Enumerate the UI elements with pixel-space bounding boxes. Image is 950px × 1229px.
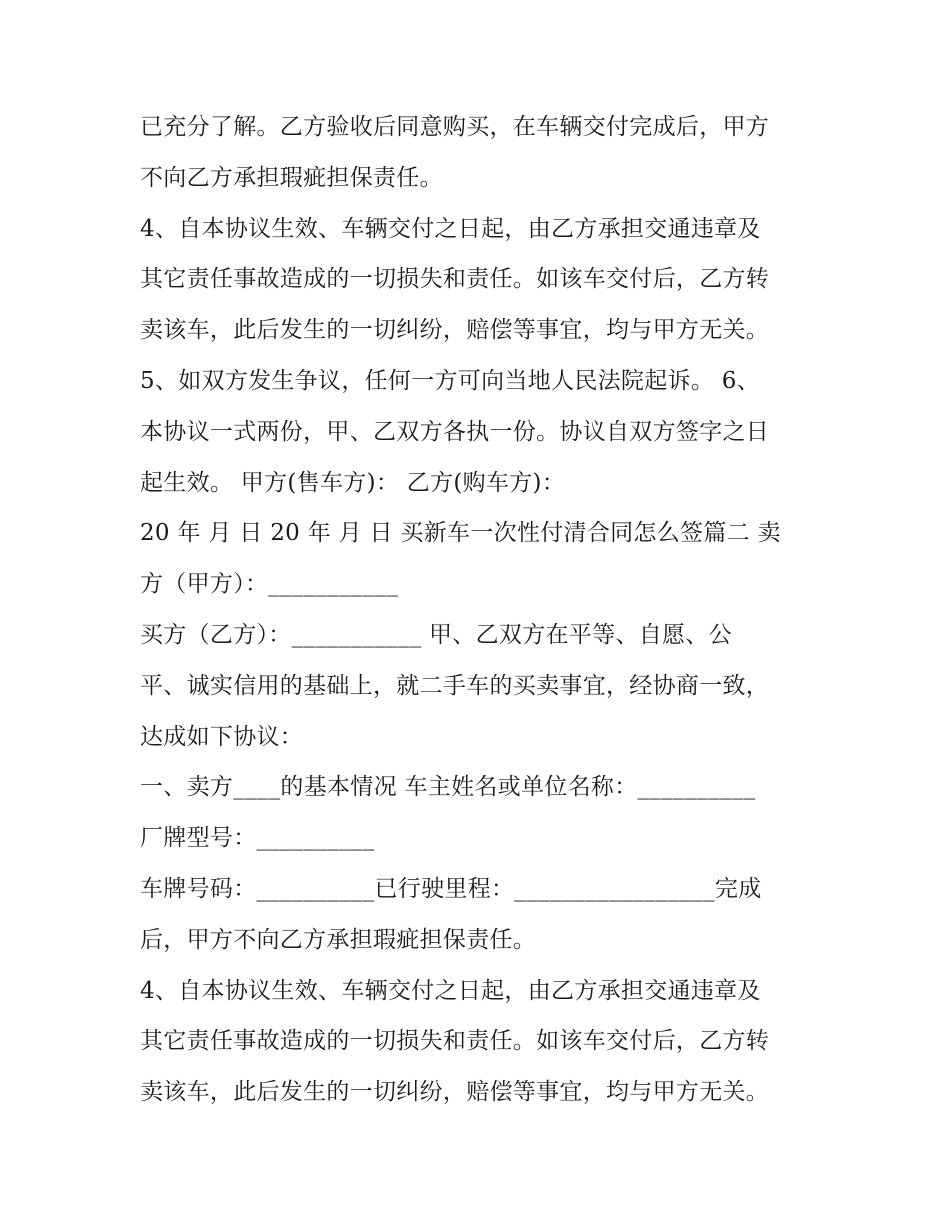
text-line-18: 4、自本协议生效、车辆交付之日起，由乙方承担交通违章及 — [140, 977, 761, 1004]
text-line-13: 达成如下协议： — [140, 723, 304, 750]
contract-text — [140, 102, 820, 1118]
text-line-12: 平、诚实信用的基础上，就二手车的买卖事宜，经协商一致， — [140, 672, 770, 699]
text-line-1: 已充分了解。乙方验收后同意购买，在车辆交付完成后，甲方 — [140, 114, 770, 140]
text-line-2: 不向乙方承担瑕疵担保责任。 — [140, 164, 443, 191]
text-line-15: 厂牌型号：__________ — [140, 825, 375, 852]
text-line-5: 卖该车，此后发生的一切纠纷，赔偿等事宜，均与甲方无关。 — [140, 317, 770, 344]
text-line-7: 本协议一式两份，甲、乙双方各执一份。协议自双方签字之日 — [140, 418, 770, 445]
text-line-3: 4、自本协议生效、车辆交付之日起，由乙方承担交通违章及 — [140, 215, 761, 242]
text-line-10: 方（甲方）：___________ — [140, 571, 399, 598]
text-line-17: 后，甲方不向乙方承担瑕疵担保责任。 — [140, 926, 537, 953]
text-line-11: 买方（乙方）：___________ 甲、乙双方在平等、自愿、公 — [140, 621, 732, 648]
text-line-16: 车牌号码：__________已行驶里程：_________________完成 — [140, 875, 762, 902]
text-line-8: 起生效。 甲方(售车方)： 乙方(购车方)： — [140, 469, 566, 496]
text-line-9: 20 年 月 日 20 年 月 日 买新车一次性付清合同怎么签篇二 卖 — [140, 520, 781, 547]
text-line-19: 其它责任事故造成的一切损失和责任。如该车交付后，乙方转 — [140, 1028, 770, 1055]
text-line-4: 其它责任事故造成的一切损失和责任。如该车交付后，乙方转 — [140, 266, 770, 293]
text-line-14: 一、卖方____的基本情况 车主姓名或单位名称：__________ — [140, 774, 756, 801]
text-line-20: 卖该车，此后发生的一切纠纷，赔偿等事宜，均与甲方无关。 — [140, 1079, 770, 1106]
text-line-6: 5、如双方发生争议，任何一方可向当地人民法院起诉。 6、 — [140, 367, 760, 394]
